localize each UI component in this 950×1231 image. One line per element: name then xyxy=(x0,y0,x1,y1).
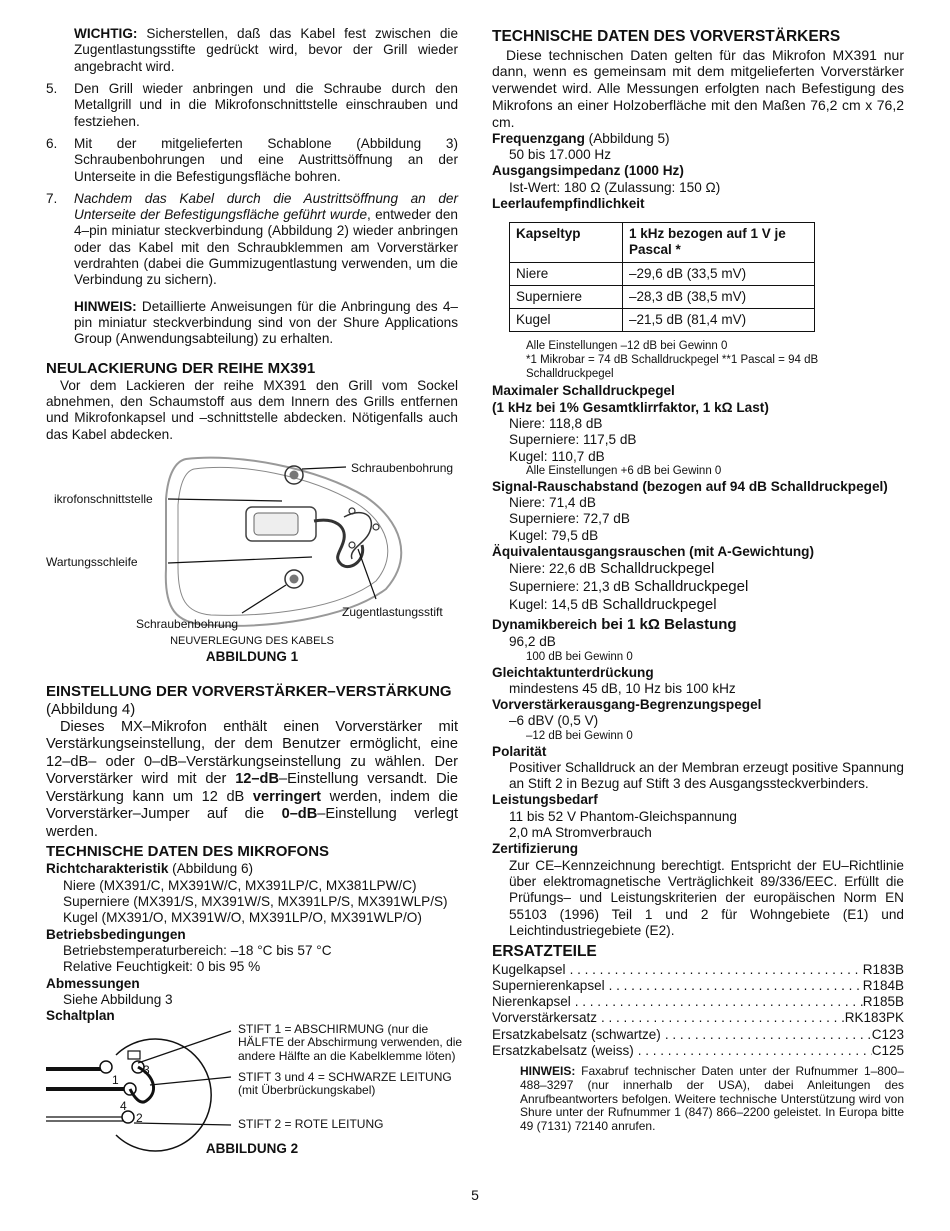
right-column xyxy=(492,28,904,1134)
frequency-value: 50 bis 17.000 Hz xyxy=(509,146,612,162)
gain-text-1: Dieses MX–Mikrofon enthält einen Vorverstärker mit Verstärkungseinstellung, der dem Benutzer ermöglicht, eine 12–dB– oder 0–dB–Verstärkungseinstellung zu wählen. Der Vorverstärker wird mit der xyxy=(46,718,458,788)
operating-label: Betriebsbedingungen xyxy=(46,926,186,942)
dimensions-label: Abmessungen xyxy=(46,975,140,991)
gain-heading-text: EINSTELLUNG DER VORVERSTÄRKER–VERSTÄRKUNG xyxy=(46,682,452,700)
table-row xyxy=(510,285,815,308)
noise-label: Äquivalentausgangsrauschen (mit A-Gewichtung) xyxy=(492,544,815,560)
step-6 xyxy=(46,136,458,185)
snr-label: Signal-Rauschabstand (bezogen auf 94 dB Schalldruckpegel) xyxy=(492,478,888,494)
part-code: C125 xyxy=(871,1042,904,1058)
max-spl-label: Maximaler Schalldruckpegel xyxy=(492,383,675,399)
step-text: Mit der mitgelieferten Schablone (Abbildung 3) Schraubenbohrungen und eine Austrittsöffnung an der Unterseite in die Befestigungsfläche bohren. xyxy=(74,135,458,184)
preamp-specs-heading: TECHNISCHE DATEN DES VORVERSTÄRKERS xyxy=(492,28,841,45)
dot-leader xyxy=(605,978,863,994)
impedance-label: Ausgangsimpedanz (1000 Hz) xyxy=(492,163,684,179)
noise-unit: Schalldruckpegel xyxy=(629,578,749,596)
wichtig-text: Sicherstellen, daß das Kabel fest zwischen die Zugentlastungsstifte gedrückt wird, bevor der Grill wieder angebracht wird. xyxy=(74,26,458,74)
dynamic-range-note: 100 dB bei Gewinn 0 xyxy=(526,650,633,663)
mic-specs-heading: TECHNISCHE DATEN DES MIKROFONS xyxy=(46,843,330,861)
parts-row xyxy=(492,994,904,1010)
clip-value: –6 dBV (0,5 V) xyxy=(509,713,599,729)
part-name: Nierenkapsel xyxy=(492,994,571,1010)
left-column xyxy=(46,26,463,1177)
fax-note xyxy=(492,1065,904,1134)
hinweis-text: Detaillierte Anweisungen für die Anbringung des 4–pin miniatur steckverbindung sind von der Shure Applications Group (Anwendungsabteilung) zu erhalten. xyxy=(74,298,458,347)
dimensions-text: Siehe Abbildung 3 xyxy=(63,991,173,1007)
parts-heading: ERSATZTEILE xyxy=(492,943,597,961)
label-screw-hole-bottom: Schraubenbohrung xyxy=(136,616,239,631)
step-number: 7. xyxy=(46,190,58,206)
gain-heading-ref: (Abbildung 4) xyxy=(46,700,136,718)
operating-line: Betriebstemperaturbereich: –18 °C bis 57 °C xyxy=(63,942,332,958)
parts-row xyxy=(492,1027,904,1043)
label-strain-relief: Zugentlastungsstift xyxy=(342,604,443,619)
step-italic-text: Nachdem das Kabel durch die Austrittsöffnung an der Unterseite der Befestigungsfläche geführt wurde xyxy=(74,190,458,223)
polarity-text: Positiver Schalldruck an der Membran erzeugt positive Spannung an Stift 2 in Bezug auf Stift 3 des Ausgangssteckverbinders. xyxy=(509,759,904,792)
step-number: 5. xyxy=(46,80,58,96)
table-footnote: *1 Mikrobar = 74 dB Schalldruckpegel **1 Pascal = 94 dB Schalldruckpegel xyxy=(526,353,819,380)
table-row xyxy=(510,262,815,285)
power-line: 2,0 mA Stromverbrauch xyxy=(509,825,652,841)
polar-label-text: Richtcharakteristik xyxy=(46,861,169,877)
pin-3-number: 3 xyxy=(143,1062,150,1077)
label-mic-interface: ikrofonschnittstelle xyxy=(54,491,153,506)
step-text: Den Grill wieder anbringen und die Schraube durch den Metallgrill und in die Mikrofonschnittstelle einschrauben und festziehen. xyxy=(74,80,458,129)
part-name: Ersatzkabelsatz (schwartze) xyxy=(492,1026,661,1042)
frequency-label xyxy=(492,131,904,147)
part-code: R183B xyxy=(862,961,904,977)
lack-heading: NEULACKIERUNG DER REIHE MX391 xyxy=(46,359,316,377)
max-spl-sublabel: (1 kHz bei 1% Gesamtklirrfaktor, 1 kΩ Last) xyxy=(492,399,769,415)
noise-line xyxy=(492,560,904,578)
figure-1-title: ABBILDUNG 1 xyxy=(205,648,299,664)
figure-2-title: ABBILDUNG 2 xyxy=(205,1140,299,1156)
gain-text-3: werden, indem die Vorverstärker–Jumper auf die xyxy=(46,788,458,823)
polar-line: Superniere (MX391/S, MX391W/S, MX391LP/S, MX391WLP/S) xyxy=(63,894,448,909)
figure-2 xyxy=(46,1021,463,1177)
table-cell: Niere xyxy=(510,262,623,285)
label-service-loop: Wartungsschleife xyxy=(46,554,138,569)
fax-note-label: HINWEIS: xyxy=(520,1064,576,1079)
frequency-label-text: Frequenzgang xyxy=(492,130,585,146)
schematic-label: Schaltplan xyxy=(46,1008,115,1024)
power-line: 11 bis 52 V Phantom-Gleichspannung xyxy=(509,808,737,824)
noise-unit: Schalldruckpegel xyxy=(595,560,715,578)
part-name: Kugelkapsel xyxy=(492,961,566,977)
polarity-label: Polarität xyxy=(492,743,547,759)
polar-label xyxy=(46,861,458,877)
noise-value: Kugel: 14,5 dB xyxy=(509,597,599,613)
max-spl-note: Alle Einstellungen +6 dB bei Gewinn 0 xyxy=(526,465,722,478)
hinweis-note xyxy=(46,299,458,348)
pin-34-description: STIFT 3 und 4 = SCHWARZE LEITUNG (mit Überbrückungskabel) xyxy=(238,1069,452,1098)
impedance-value: Ist-Wert: 180 Ω (Zulassung: 150 Ω) xyxy=(509,179,721,195)
table-row xyxy=(510,308,815,331)
table-cell: –29,6 dB (33,5 mV) xyxy=(623,262,815,285)
polar-line: Kugel (MX391/O, MX391W/O, MX391LP/O, MX391WLP/O) xyxy=(63,910,422,926)
clip-note: –12 dB bei Gewinn 0 xyxy=(526,729,633,742)
certification-text: Zur CE–Kennzeichnung berechtigt. Entspricht der EU–Richtlinie über elektromagnetische Verträglichkeit 89/336/EEC. Erfüllt die Prüfungs– und Leistungskriterien der europäischen Norm EN 55103 (1996) Teil 1 und 2 für Wohngebiete (E1) und Leichtindustriegebiete (E2). xyxy=(509,857,904,938)
dot-leader xyxy=(661,1027,872,1043)
parts-row xyxy=(492,962,904,978)
gain-heading xyxy=(46,683,458,719)
part-code: R185B xyxy=(862,994,904,1010)
part-code: R184B xyxy=(862,978,904,994)
polar-ref: (Abbildung 6) xyxy=(168,861,254,877)
label-screw-hole-top: Schraubenbohrung xyxy=(351,460,454,475)
part-name: Supernierenkapsel xyxy=(492,978,605,994)
pin-1-description: STIFT 1 = ABSCHIRMUNG (nur die HÄLFTE der Abschirmung verwenden, die andere Hälfte an die Kabelklemme löten) xyxy=(238,1021,463,1064)
gain-bold-2: verringert xyxy=(252,788,322,805)
frequency-ref: (Abbildung 5) xyxy=(584,130,670,146)
part-name: Vorverstärkersatz xyxy=(492,1010,598,1026)
gain-bold-3: 0–dB xyxy=(281,806,318,823)
noise-line xyxy=(492,578,904,596)
step-5 xyxy=(46,81,458,130)
pin-4-number: 4 xyxy=(120,1098,127,1113)
dot-leader xyxy=(571,994,863,1010)
table-header-cell: 1 kHz bezogen auf 1 V je Pascal * xyxy=(623,223,815,262)
figure-1-caption: NEUVERLEGUNG DES KABELS xyxy=(170,634,334,647)
snr-line: Superniere: 72,7 dB xyxy=(509,511,630,527)
gain-text-4: –Einstellung verlegt werden. xyxy=(46,806,458,840)
table-cell: Kugel xyxy=(510,308,623,331)
noise-unit: Schalldruckpegel xyxy=(598,596,717,614)
step-number: 6. xyxy=(46,135,58,151)
parts-row xyxy=(492,978,904,994)
gain-bold-1: 12–dB xyxy=(235,771,279,788)
power-label: Leistungsbedarf xyxy=(492,792,598,808)
step-text xyxy=(74,191,458,289)
table-header-row xyxy=(510,223,815,262)
dot-leader xyxy=(566,962,863,978)
snr-line: Kugel: 79,5 dB xyxy=(509,527,599,543)
polar-line: Niere (MX391/C, MX391W/C, MX391LP/C, MX381LPW/C) xyxy=(63,877,417,893)
step-rest-text: , entweder den 4–pin miniatur steckverbindung (Abbildung 2) wieder anbringen oder das Kabel mit den Schraubklemmen am Vorverstärker verdrahten (dabei die Gummizugentlastung verwenden, um die Verbindung zu sichern). xyxy=(74,207,458,288)
hinweis-label: HINWEIS: xyxy=(74,298,137,314)
table-cell: –28,3 dB (38,5 mV) xyxy=(623,285,815,308)
table-header-cell: Kapseltyp xyxy=(510,223,623,262)
max-spl-line: Superniere: 117,5 dB xyxy=(509,432,637,448)
sensitivity-label: Leerlaufempfindlichkeit xyxy=(492,195,645,211)
cmr-label: Gleichtaktunterdrückung xyxy=(492,664,654,680)
gain-text xyxy=(46,719,458,842)
page-number: 5 xyxy=(471,1187,479,1203)
pin-1-number: 1 xyxy=(112,1072,119,1087)
lack-text: Vor dem Lackieren der reihe MX391 den Grill vom Sockel abnehmen, den Schaumstoff aus dem Innern des Grills entfernen und Mikrofonkapsel und –schnittstelle abdecken. Nötigenfalls auch das Kabel abdecken. xyxy=(46,377,458,442)
part-code: RK183PK xyxy=(844,1010,904,1026)
noise-value: Niere: 22,6 dB xyxy=(509,561,596,577)
table-cell: –21,5 dB (81,4 mV) xyxy=(623,308,815,331)
sensitivity-table xyxy=(509,222,815,332)
clip-label: Vorverstärkerausgang-Begrenzungspegel xyxy=(492,697,762,713)
table-cell: Superniere xyxy=(510,285,623,308)
wichtig-note xyxy=(46,26,458,75)
pin-2-number: 2 xyxy=(136,1110,143,1125)
dynamic-range-label xyxy=(492,616,904,634)
wichtig-label: WICHTIG: xyxy=(74,26,138,41)
gain-text-2: –Einstellung versandt. Die Verstärkung kann um 12 dB xyxy=(46,771,458,805)
snr-line: Niere: 71,4 dB xyxy=(509,495,596,511)
dot-leader xyxy=(597,1010,845,1026)
part-code: C123 xyxy=(871,1026,904,1042)
part-name: Ersatzkabelsatz (weiss) xyxy=(492,1042,634,1058)
dynamic-range-label-text: Dynamikbereich xyxy=(492,617,598,633)
dynamic-range-load: bei 1 kΩ Belastung xyxy=(597,616,737,634)
step-7 xyxy=(46,191,458,289)
operating-line: Relative Feuchtigkeit: 0 bis 95 % xyxy=(63,959,261,975)
max-spl-line: Niere: 118,8 dB xyxy=(509,416,603,432)
noise-line xyxy=(492,596,904,614)
dynamic-range-value: 96,2 dB xyxy=(509,634,556,650)
parts-row xyxy=(492,1010,904,1026)
cmr-value: mindestens 45 dB, 10 Hz bis 100 kHz xyxy=(509,680,736,696)
dot-leader xyxy=(634,1043,872,1059)
preamp-intro: Diese technischen Daten gelten für das Mikrofon MX391 nur dann, wenn es gemeinsam mit dem mitgelieferten Vorverstärker verwendet wird. Alle Messungen erfolgten nach Befestigung des Mikrofons an einer Holzoberfläche mit den Maßen 76,2 cm x 76,2 cm. xyxy=(492,46,904,130)
pin-2-description: STIFT 2 = ROTE LEITUNG xyxy=(238,1116,384,1131)
fax-note-text: Faxabruf technischer Daten unter der Rufnummer 1–800–488–3297 (nur innerhalb der USA), dabei Anleitungen des Anrufbeantworters befolgen. Weitere technische Unterstützung wird von Shure unter der Rufnummer 1 (847) 866–2200 geleistet. In Europa bitte 49 (7131) 72140 anrufen. xyxy=(520,1064,904,1134)
figure-1 xyxy=(46,449,458,664)
table-note: Alle Einstellungen –12 dB bei Gewinn 0 xyxy=(526,340,728,353)
parts-row xyxy=(492,1043,904,1059)
certification-label: Zertifizierung xyxy=(492,841,579,857)
max-spl-line: Kugel: 110,7 dB xyxy=(509,448,605,464)
noise-value: Superniere: 21,3 dB xyxy=(509,579,630,595)
